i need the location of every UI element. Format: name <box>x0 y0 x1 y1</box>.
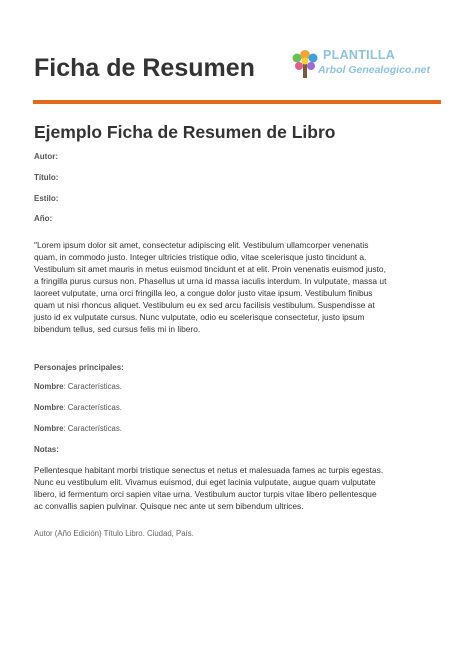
notes-paragraph <box>34 464 446 512</box>
character-name-label: Nombre <box>34 424 64 433</box>
field-titulo: Título: <box>34 173 59 182</box>
character-name-label: Nombre <box>34 382 64 391</box>
summary-line: justo id ex vulputate cursus. Nunc vulputate, odio eu scelerisque consectetur, justo ipsum <box>34 312 365 322</box>
character-description: : Características. <box>63 382 122 391</box>
notes-line: Pellentesque habitant morbi tristique senectus et netus et malesuada fames ac turpis egestas. <box>34 465 384 475</box>
notes-heading: Notas: <box>34 445 59 454</box>
tree-icon <box>288 46 322 80</box>
character-row <box>34 403 122 412</box>
field-autor: Autor: <box>34 152 58 161</box>
summary-paragraph <box>34 239 446 335</box>
logo-title: PLANTILLA <box>323 48 396 62</box>
character-description: : Características. <box>63 424 122 433</box>
document-heading: Ejemplo Ficha de Resumen de Libro <box>34 122 336 142</box>
summary-line: "Lorem ipsum dolor sit amet, consectetur adipiscing elit. Vestibulum ullamcorper venenatis <box>34 240 369 250</box>
citation: Autor (Año Edición) Título Libro. Ciudad, País. <box>34 529 194 538</box>
summary-line: quam ut nisi rhoncus aliquet. Vestibulum eu ex sed arcu facilisis vestibulum. Suspendisse at <box>34 300 375 310</box>
notes-line: libero, id fermentum orci sapien vitae urna. Vestibulum auctor turpis vitae libero pellentesque <box>34 489 377 499</box>
logo <box>288 46 438 86</box>
summary-line: laoreet vulputate, urna orci fringilla leo, a congue dolor justo vitae ipsum. Vestibulum finibus <box>34 288 373 298</box>
summary-line: quam, in commodo justo. Integer ultricies tristique odio, vitae scelerisque justo tincidunt a. <box>34 252 367 262</box>
character-row <box>34 424 122 433</box>
character-row <box>34 382 122 391</box>
field-anio: Año: <box>34 214 53 223</box>
summary-line: a fringilla purus cursus non. Phasellus ut urna id massa iaculis interdum. In vulputate, massa ut <box>34 276 387 286</box>
notes-line: ac convallis sapien pulvinar. Quisque nec ante ut sem bibendum ultrices. <box>34 501 304 511</box>
summary-line: Vestibulum sit amet mauris in metus euismod tincidunt et at elit. Proin venenatis euismod justo, <box>34 264 386 274</box>
logo-subtitle: Arbol Genealogico.net <box>318 64 431 76</box>
field-estilo: Estilo: <box>34 194 59 203</box>
characters-heading: Personajes principales: <box>34 363 124 372</box>
header-divider <box>33 100 441 104</box>
character-description: : Características. <box>63 403 122 412</box>
summary-line: bibendum tellus, sed cursus felis mi in libero. <box>34 324 201 334</box>
notes-line: Nunc eu vestibulum elit. Vivamus euismod, dui eget lacinia vulputate, augue quam vulputate <box>34 477 376 487</box>
character-name-label: Nombre <box>34 403 64 412</box>
page-title: Ficha de Resumen <box>34 54 255 82</box>
